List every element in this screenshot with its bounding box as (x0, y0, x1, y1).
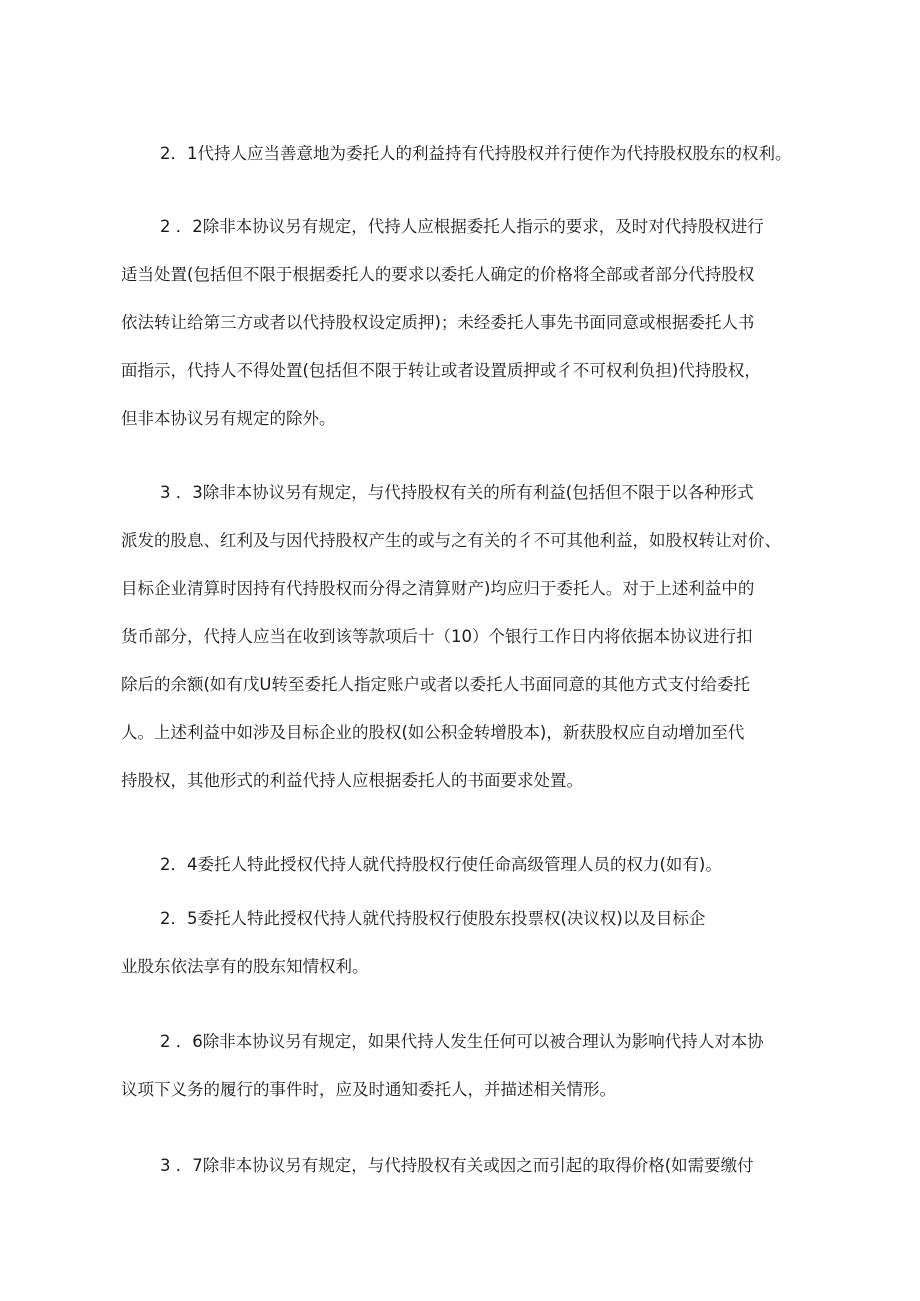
clause-3-3-line-7: 持股权，其他形式的利益代持人应根据委托人的书面要求处置。 (121, 771, 583, 790)
clause-3-3-line-4: 货币部分，代持人应当在收到该等款项后十（10）个银行工作日内将依据本协议进行扣 (121, 627, 753, 646)
clause-2-1-line-1: 2．1代持人应当善意地为委托人的利益持有代持股权并行使作为代持股权股东的权利。 (160, 144, 792, 163)
clause-2-2-line-3: 依法转让给第三方或者以代持股权设定质押)；未经委托人事先书面同意或根据委托人书 (121, 313, 755, 332)
clause-2-6-line-1: 2 ．6除非本协议另有规定，如果代持人发生任何可以被合理认为影响代持人对本协 (160, 1032, 764, 1051)
clause-3-3-line-5: 除后的余额(如有戊U转至委托人指定账户或者以委托人书面同意的其他方式支付给委托 (121, 675, 751, 694)
clause-2-6-line-2: 议项下义务的履行的事件时，应及时通知委托人，并描述相关情形。 (121, 1080, 616, 1099)
clause-2-2-line-1: 2 ．2除非本协议另有规定，代持人应根据委托人指示的要求，及时对代持股权进行 (160, 217, 764, 236)
clause-3-3-line-6: 人。上述利益中如涉及目标企业的股权(如公积金转增股本)，新获股权应自动增加至代 (121, 723, 745, 742)
clause-3-3-line-1: 3 ．3除非本协议另有规定，与代持股权有关的所有利益(包括但不限于以各种形式 (160, 483, 754, 502)
clause-2-5-line-2: 业股东依法享有的股东知情权利。 (121, 957, 369, 976)
clause-3-3-line-2: 派发的股息、红利及与因代持股权产生的或与之有关的彳不可其他利益，如股权转让对价、 (121, 531, 781, 550)
clause-2-4-line-1: 2．4委托人特此授权代持人就代持股权行使任命高级管理人员的权力(如有)。 (160, 855, 722, 874)
clause-2-2-line-5: 但非本协议另有规定的除外。 (121, 409, 336, 428)
clause-3-3-line-3: 目标企业清算时因持有代持股权而分得之清算财产)均应归于委托人。对于上述利益中的 (121, 579, 755, 598)
clause-2-5-line-1: 2．5委托人特此授权代持人就代持股权行使股东投票权(决议权)以及目标企 (160, 909, 706, 928)
clause-3-7-line-1: 3 ．7除非本协议另有规定，与代持股权有关或因之而引起的取得价格(如需要缴付 (160, 1156, 754, 1175)
clause-2-2-line-2: 适当处置(包括但不限于根据委托人的要求以委托人确定的价格将全部或者部分代持股权 (121, 265, 755, 284)
clause-2-2-line-4: 面指示，代持人不得处置(包括但不限于转让或者设置质押或彳不可权利负担)代持股权， (121, 361, 761, 380)
